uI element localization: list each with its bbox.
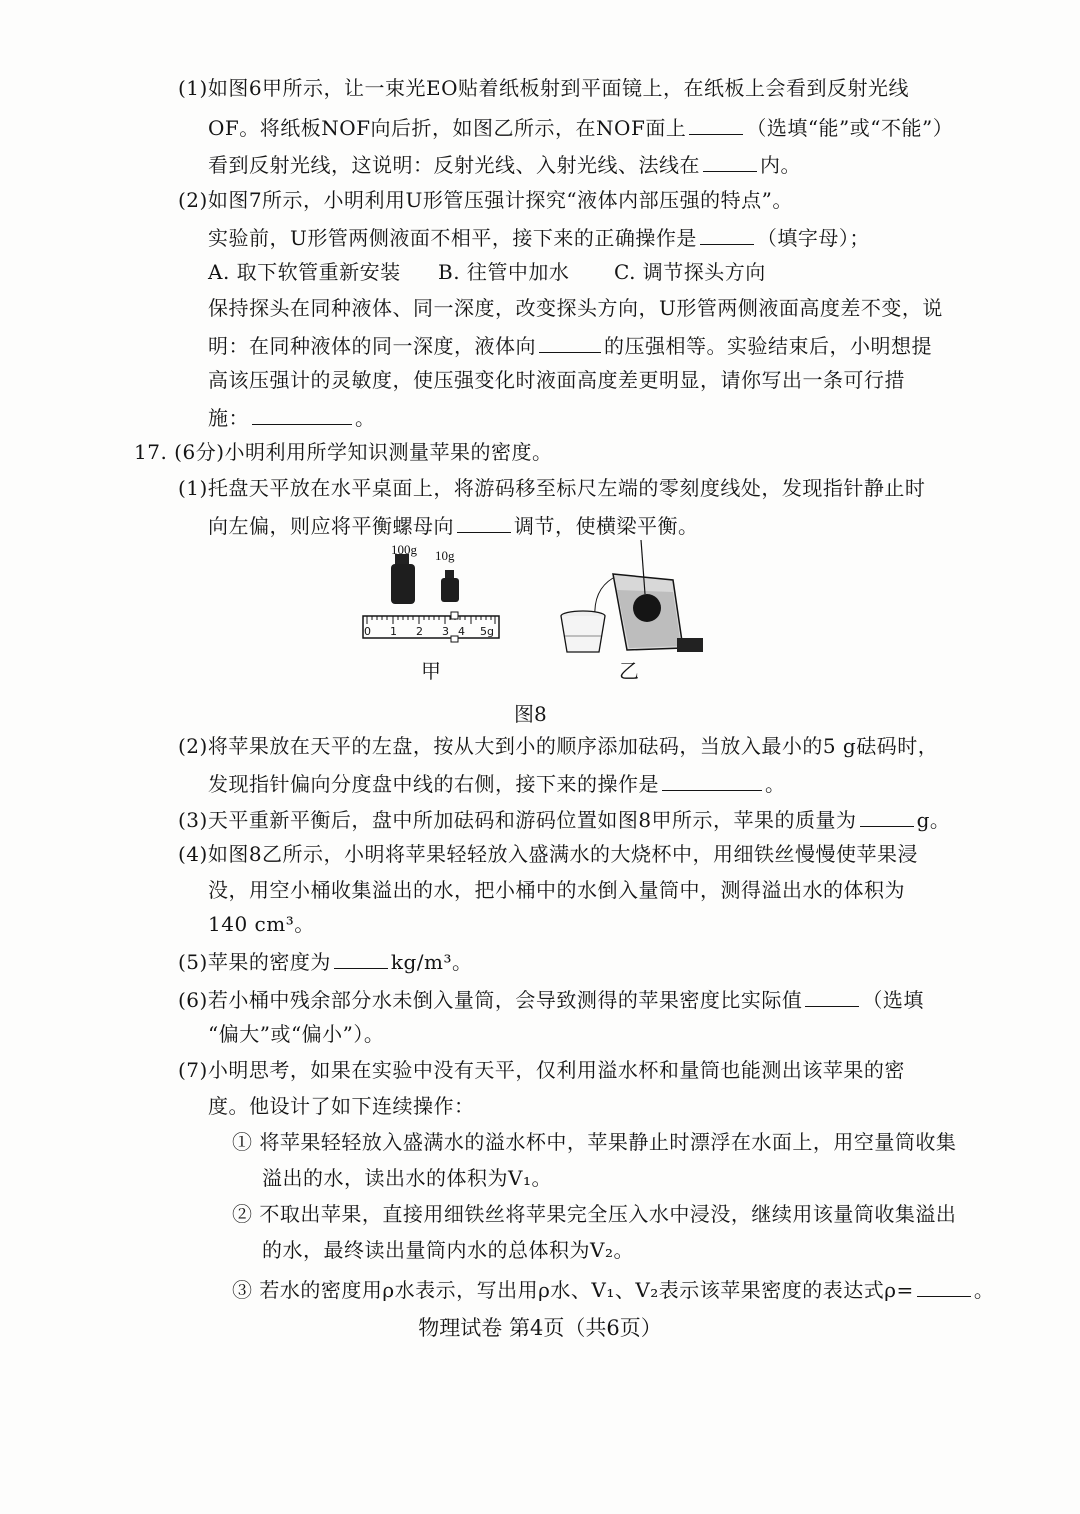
q17-p7-line1: (7)小明思考，如果在实验中没有天平，仅利用溢水杯和量筒也能测出该苹果的密 xyxy=(178,1058,905,1082)
answer-blank[interactable] xyxy=(662,772,762,791)
q17-p4-line3: 140 cm³。 xyxy=(208,912,315,936)
page-footer: 物理试卷 第4页（共6页） xyxy=(418,1316,662,1340)
q16-p1-line3-text: 看到反射光线，这说明：反射光线、入射光线、法线在 xyxy=(208,153,700,177)
q17-p6-tail: （选填 xyxy=(862,988,924,1012)
q17-p6-line1 xyxy=(178,988,924,1010)
answer-blank[interactable] xyxy=(689,116,743,135)
q17-p1-line1: (1)托盘天平放在水平桌面上，将游码移至标尺左端的零刻度线处，发现指针静止时 xyxy=(178,476,926,500)
q16-p2-line4: 保持探头在同种液体、同一深度，改变探头方向，U形管两侧液面高度差不变，说 xyxy=(208,296,943,320)
q16-p2-line1: (2)如图7所示，小明利用U形管压强计探究“液体内部压强的特点”。 xyxy=(178,188,793,212)
label-100g: 100g xyxy=(391,542,417,557)
q17-p7-step1-line1: ① 将苹果轻轻放入盛满水的溢水杯中，苹果静止时漂浮在水面上，用空量筒收集 xyxy=(232,1130,957,1154)
q17-heading: 17. (6分)小明利用所学知识测量苹果的密度。 xyxy=(134,440,553,464)
q17-p1-line2-tail: 调节，使横梁平衡。 xyxy=(514,514,699,538)
q17-p1-line2 xyxy=(208,514,699,536)
q16-p2-line5-text: 明：在同种液体的同一深度，液体向 xyxy=(208,334,536,358)
figure-8 xyxy=(355,540,715,690)
q16-p1-line2-tail: （选填“能”或“不能”） xyxy=(746,116,954,140)
q17-p6-text: (6)若小桶中残余部分水未倒入量筒，会导致测得的苹果密度比实际值 xyxy=(178,988,803,1012)
answer-blank[interactable] xyxy=(860,808,914,827)
answer-blank[interactable] xyxy=(917,1278,971,1297)
figure-8-caption: 图8 xyxy=(514,702,547,726)
q17-p2-line2-text: 发现指针偏向分度盘中线的右侧，接下来的操作是 xyxy=(208,772,659,796)
q17-p2-line1: (2)将苹果放在天平的左盘，按从大到小的顺序添加砝码，当放入最小的5 g砝码时， xyxy=(178,734,939,758)
q16-p1-line2-text: OF。将纸板NOF向后折，如图乙所示，在NOF面上 xyxy=(208,116,687,140)
label-jia: 甲 xyxy=(421,659,441,683)
q17-p4-line1: (4)如图8乙所示，小明将苹果轻轻放入盛满水的大烧杯中，用细铁丝慢慢使苹果浸 xyxy=(178,842,919,866)
q17-p7-line2: 度。他设计了如下连续操作： xyxy=(208,1094,475,1118)
q17-p7-step2-line2: 的水，最终读出量筒内水的总体积为V₂。 xyxy=(262,1238,634,1262)
answer-blank[interactable] xyxy=(539,334,601,353)
q16-p2-line2 xyxy=(208,226,870,248)
q17-p4-line2: 没，用空小桶收集溢出的水，把小桶中的水倒入量筒中，测得溢出水的体积为 xyxy=(208,878,905,902)
scale-tick-2: 2 xyxy=(416,625,423,638)
q17-p7-step3-tail: 。 xyxy=(973,1278,995,1302)
option-a: A. 取下软管重新安装 xyxy=(208,260,401,284)
scale-tick-5g: 5g xyxy=(480,625,494,638)
q17-p1-line2-text: 向左偏，则应将平衡螺母向 xyxy=(208,514,454,538)
q17-p6-line2: “偏大”或“偏小”）。 xyxy=(208,1022,385,1046)
q16-p2-options xyxy=(208,262,766,282)
scale-tick-0: 0 xyxy=(364,625,371,638)
q16-p2-line2-text: 实验前，U形管两侧液面不相平，接下来的正确操作是 xyxy=(208,226,697,250)
answer-blank[interactable] xyxy=(703,153,757,172)
q17-p3-line xyxy=(178,808,950,830)
scale-tick-3: 3 xyxy=(442,625,449,638)
label-yi: 乙 xyxy=(619,659,639,683)
overflow-beaker xyxy=(595,540,703,652)
option-c: C. 调节探头方向 xyxy=(614,260,766,284)
q17-p7-step1-line2: 溢出的水，读出水的体积为V₁。 xyxy=(262,1166,552,1190)
q17-p7-step3-line xyxy=(232,1278,994,1300)
q16-p2-line7-tail: 。 xyxy=(355,406,376,430)
weight-100g xyxy=(391,554,415,604)
q16-p1-line2 xyxy=(208,116,953,138)
rider-scale xyxy=(363,612,499,642)
q17-p5-tail: kg/m³。 xyxy=(390,950,473,974)
answer-blank[interactable] xyxy=(334,950,388,969)
q16-p2-line5-tail: 的压强相等。实验结束后，小明想提 xyxy=(604,334,932,358)
answer-blank[interactable] xyxy=(457,514,511,533)
q16-p1-line3-tail: 内。 xyxy=(760,153,801,177)
answer-blank[interactable] xyxy=(700,226,754,245)
scale-tick-1: 1 xyxy=(390,625,397,638)
answer-blank[interactable] xyxy=(805,988,859,1007)
q17-p5-text: (5)苹果的密度为 xyxy=(178,950,331,974)
q16-p2-line7 xyxy=(208,406,376,428)
answer-blank[interactable] xyxy=(252,406,352,425)
q16-p1-line3 xyxy=(208,153,801,175)
rider xyxy=(451,612,458,619)
scale-tick-4: 4 xyxy=(458,625,465,638)
apple xyxy=(633,594,661,622)
q17-p3-tail: g。 xyxy=(916,808,951,832)
label-10g: 10g xyxy=(435,548,455,563)
q16-p2-line5 xyxy=(208,334,932,356)
q17-p2-line2 xyxy=(208,772,786,794)
q17-p2-line2-tail: 。 xyxy=(765,772,786,796)
option-b: B. 往管中加水 xyxy=(438,260,570,284)
weight-10g xyxy=(441,570,459,602)
q17-p7-step2-line1: ② 不取出苹果，直接用细铁丝将苹果完全压入水中浸没，继续用该量筒收集溢出 xyxy=(232,1202,957,1226)
q17-p3-text: (3)天平重新平衡后，盘中所加砝码和游码位置如图8甲所示，苹果的质量为 xyxy=(178,808,857,832)
q16-p2-line6: 高该压强计的灵敏度，使压强变化时液面高度差更明显，请你写出一条可行措 xyxy=(208,368,905,392)
q16-p1-line1: (1)如图6甲所示，让一束光EO贴着纸板射到平面镜上，在纸板上会看到反射光线 xyxy=(178,76,910,100)
q16-p2-line7-text: 施： xyxy=(208,406,249,430)
q17-p7-step3-text: ③ 若水的密度用ρ水表示，写出用ρ水、V₁、V₂表示该苹果密度的表达式ρ= xyxy=(232,1278,914,1302)
small-bucket xyxy=(561,611,605,652)
q16-p2-line2-tail: （填字母）； xyxy=(756,226,870,250)
q17-p5-line xyxy=(178,950,473,972)
